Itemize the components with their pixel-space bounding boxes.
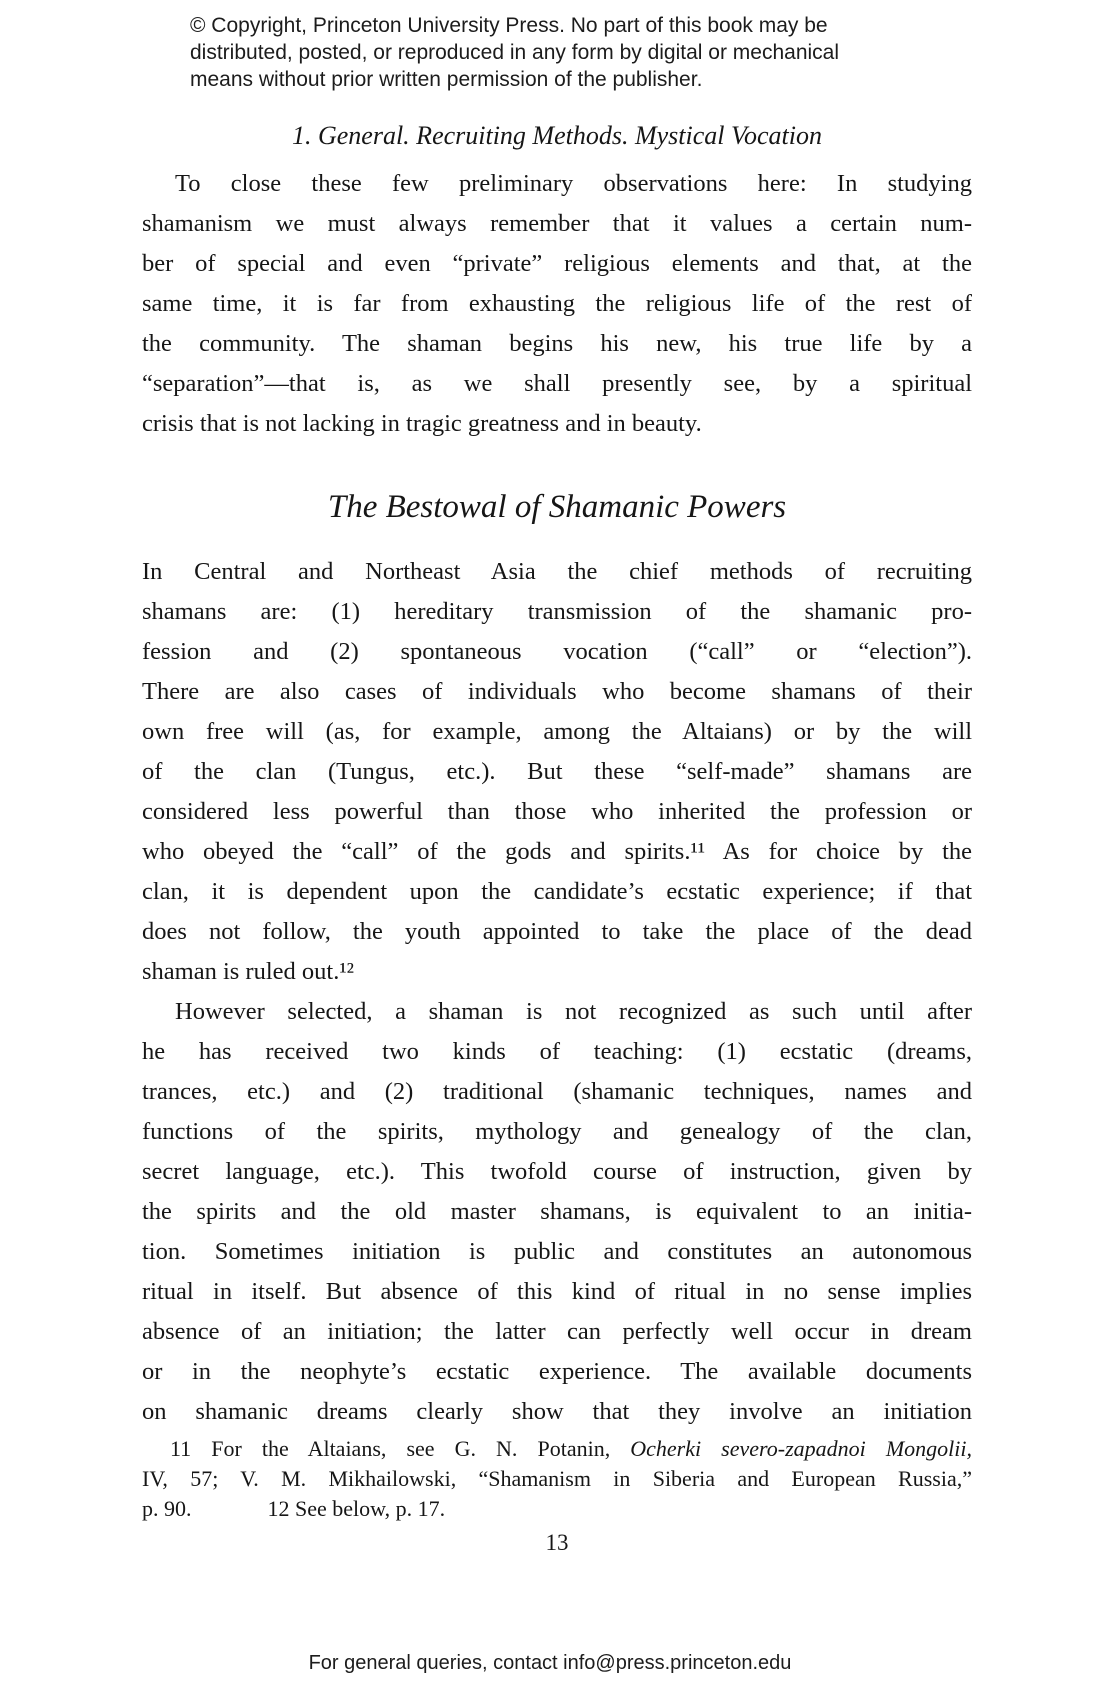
footnote-italic-title: Ocherki severo-zapadnoi Mongolii, <box>630 1436 972 1461</box>
body-line: clan, it is dependent upon the candidate’s ecstatic experience; if that <box>142 878 972 905</box>
body-line: considered less powerful than those who inherited the profession or <box>142 798 972 825</box>
paragraph <box>142 992 972 1432</box>
page-number: 13 <box>545 1530 569 1555</box>
body-line: ber of special and even “private” religious elements and that, at the <box>142 250 972 277</box>
body-line: To close these few preliminary observations here: In studying <box>175 170 972 197</box>
paragraph <box>142 164 972 444</box>
body-line: trances, etc.) and (2) traditional (shamanic techniques, names and <box>142 1078 972 1105</box>
section-heading: The Bestowal of Shamanic Powers <box>327 489 787 525</box>
body-line: on shamanic dreams clearly show that they involve an initiation <box>142 1398 972 1425</box>
body-line: the spirits and the old master shamans, is equivalent to an initia- <box>142 1198 972 1225</box>
body-line: crisis that is not lacking in tragic greatness and in beauty. <box>142 410 702 437</box>
body-line: fession and (2) spontaneous vocation (“call” or “election”). <box>142 638 972 665</box>
copyright-line: © Copyright, Princeton University Press. No part of this book may be <box>190 14 828 37</box>
footnotes <box>142 1434 972 1524</box>
footnote-12-text: 12 See below, p. 17. <box>267 1496 446 1521</box>
footnote-line-1 <box>142 1434 972 1464</box>
body-line: does not follow, the youth appointed to take the place of the dead <box>142 918 972 945</box>
copyright-notice <box>190 12 839 93</box>
body-line: “separation”—that is, as we shall presently see, by a spiritual <box>142 370 972 397</box>
body-line: or in the neophyte’s ecstatic experience. The available documents <box>142 1358 972 1385</box>
body-line: There are also cases of individuals who become shamans of their <box>142 678 972 705</box>
body-line: same time, it is far from exhausting the religious life of the rest of <box>142 290 972 317</box>
body-line: the community. The shaman begins his new, his true life by a <box>142 330 972 357</box>
body-line: secret language, etc.). This twofold course of instruction, given by <box>142 1158 972 1185</box>
footnote-line-3 <box>142 1494 972 1524</box>
body-line: tion. Sometimes initiation is public and constitutes an autonomous <box>142 1238 972 1265</box>
body-line: ritual in itself. But absence of this kind of ritual in no sense implies <box>142 1278 972 1305</box>
copyright-line: means without prior written permission of the publisher. <box>190 68 703 91</box>
body-line: who obeyed the “call” of the gods and spirits.¹¹ As for choice by the <box>142 838 972 865</box>
body-line: functions of the spirits, mythology and genealogy of the clan, <box>142 1118 972 1145</box>
body-line: of the clan (Tungus, etc.). But these “self-made” shamans are <box>142 758 972 785</box>
body-line: In Central and Northeast Asia the chief methods of recruiting <box>142 558 972 585</box>
chapter-heading: 1. General. Recruiting Methods. Mystical Vocation <box>291 121 822 150</box>
footnote-line-2: IV, 57; V. M. Mikhailowski, “Shamanism in Siberia and European Russia,” <box>142 1466 972 1491</box>
body-line: shamans are: (1) hereditary transmission of the shamanic pro- <box>142 598 972 625</box>
body-line: However selected, a shaman is not recognized as such until after <box>175 998 972 1025</box>
footnote-11-page-ref: p. 90. <box>142 1496 192 1521</box>
footer-contact: For general queries, contact info@press.princeton.edu <box>308 1652 792 1674</box>
body-line: he has received two kinds of teaching: (1) ecstatic (dreams, <box>142 1038 972 1065</box>
copyright-line: distributed, posted, or reproduced in any form by digital or mechanical <box>190 41 840 64</box>
body-line: absence of an initiation; the latter can perfectly well occur in dream <box>142 1318 972 1345</box>
paragraph <box>142 552 972 992</box>
body-line: shaman is ruled out.¹² <box>142 958 355 985</box>
footnote-11-text: 11 For the Altaians, see G. N. Potanin, <box>170 1436 631 1461</box>
body-line: shamanism we must always remember that it values a certain num- <box>142 210 972 237</box>
body-line: own free will (as, for example, among the Altaians) or by the will <box>142 718 972 745</box>
